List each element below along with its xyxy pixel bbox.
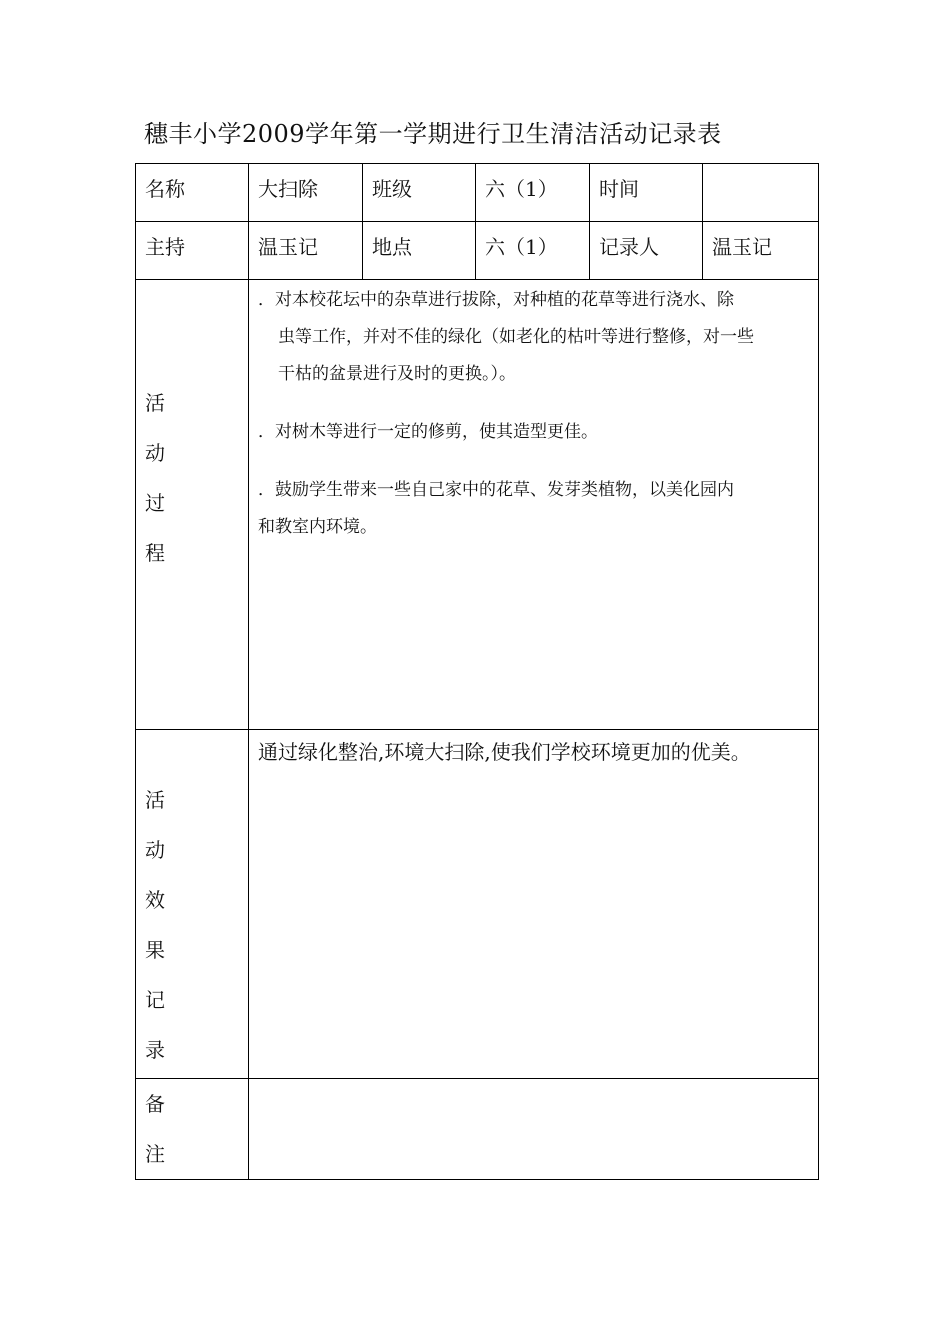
process-item-2: ．对树木等进行一定的修剪，使其造型更佳。 [258, 422, 598, 442]
info-row-2 [136, 222, 819, 280]
class-value: 六（1） [476, 164, 590, 222]
effect-label-char: 效 [145, 888, 165, 912]
process-row [136, 280, 819, 730]
name-label: 名称 [136, 164, 249, 222]
process-label-char: 动 [145, 441, 165, 465]
process-label [136, 280, 249, 730]
host-value: 温玉记 [249, 222, 363, 280]
remarks-label [136, 1079, 249, 1180]
effect-label-char: 动 [145, 838, 165, 862]
process-label-char: 活 [145, 391, 165, 415]
effect-label-char: 录 [145, 1038, 165, 1062]
place-value: 六（1） [476, 222, 590, 280]
process-item-1-line-1: ．对本校花坛中的杂草进行拔除，对种植的花草等进行浇水、除 [258, 290, 734, 310]
class-label: 班级 [363, 164, 476, 222]
process-label-char: 程 [145, 541, 165, 565]
recorder-value: 温玉记 [703, 222, 819, 280]
process-item-3-line-2: 和教室内环境。 [258, 517, 377, 537]
time-value [703, 164, 819, 222]
place-label: 地点 [363, 222, 476, 280]
remarks-label-char: 备 [145, 1092, 165, 1116]
effect-label [136, 730, 249, 1079]
document-title: 穗丰小学2009学年第一学期进行卫生清洁活动记录表 [144, 120, 722, 148]
process-item-1-line-3: 干枯的盆景进行及时的更换。）。 [278, 364, 516, 384]
info-row-1 [136, 164, 819, 222]
effect-row [136, 730, 819, 1079]
process-item-3-line-1: ．鼓励学生带来一些自己家中的花草、发芽类植物，以美化园内 [258, 480, 734, 500]
process-item-1-line-2: 虫等工作，并对不佳的绿化（如老化的枯叶等进行整修，对一些 [278, 327, 754, 347]
remarks-row [136, 1079, 819, 1180]
host-label: 主持 [136, 222, 249, 280]
effect-label-char: 活 [145, 788, 165, 812]
effect-label-char: 记 [145, 988, 165, 1012]
process-content [249, 280, 819, 730]
activity-record-table [135, 163, 819, 1180]
remarks-content [249, 1079, 819, 1180]
time-label: 时间 [590, 164, 703, 222]
process-label-char: 过 [145, 491, 165, 515]
effect-content: 通过绿化整治,环境大扫除,使我们学校环境更加的优美。 [249, 730, 819, 1079]
effect-label-char: 果 [145, 938, 165, 962]
name-value: 大扫除 [249, 164, 363, 222]
remarks-label-char: 注 [145, 1142, 165, 1166]
recorder-label: 记录人 [590, 222, 703, 280]
